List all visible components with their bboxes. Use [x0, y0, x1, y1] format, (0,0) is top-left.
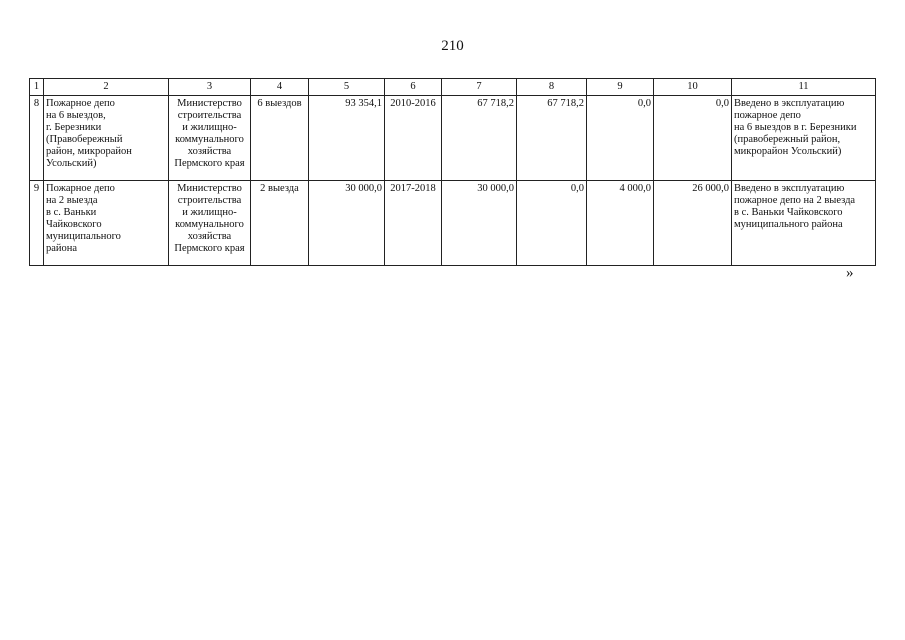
responsible-ministry [169, 181, 251, 266]
value-cell-10: 26 000,0 [654, 181, 732, 266]
header-cell: 2 [44, 79, 169, 96]
period-cell: 2010-2016 [385, 96, 442, 181]
header-cell: 7 [442, 79, 517, 96]
text-line: Пожарное депо [46, 183, 115, 194]
value-cell-7: 30 000,0 [442, 181, 517, 266]
object-name [44, 181, 169, 266]
text-line: на 2 выезда [46, 195, 98, 206]
text-line: район, микрорайон [46, 146, 132, 157]
text-line: коммунального [175, 134, 244, 145]
table-row [30, 181, 876, 266]
text-line: Чайковского [46, 219, 102, 230]
text-line: пожарное депо [734, 110, 801, 121]
total-cost-cell: 30 000,0 [309, 181, 385, 266]
value-cell-7: 67 718,2 [442, 96, 517, 181]
value-cell-8: 67 718,2 [517, 96, 587, 181]
text-line: Введено в эксплуатацию [734, 98, 845, 109]
text-line: Пермского края [174, 158, 245, 169]
text-line: (Правобережный [46, 134, 123, 145]
text-line: муниципального [46, 231, 121, 242]
text-line: Министерство [177, 183, 242, 194]
result-cell [732, 96, 876, 181]
row-number: 8 [30, 96, 44, 181]
text-line: и жилищно- [182, 207, 237, 218]
closing-quote: » [846, 265, 854, 281]
text-line: (правобережный район, [734, 134, 841, 145]
text-line: г. Березники [46, 122, 102, 133]
table-row [30, 96, 876, 181]
header-cell: 3 [169, 79, 251, 96]
period-cell: 2017-2018 [385, 181, 442, 266]
capacity-cell: 2 выезда [251, 181, 309, 266]
text-line: муниципального района [734, 219, 843, 230]
text-line: пожарное депо на 2 выезда [734, 195, 856, 206]
text-line: строительства [177, 195, 242, 206]
header-cell: 5 [309, 79, 385, 96]
capacity-cell: 6 выездов [251, 96, 309, 181]
text-line: коммунального [175, 219, 244, 230]
total-cost-cell: 93 354,1 [309, 96, 385, 181]
text-line: в с. Ваньки [46, 207, 97, 218]
value-cell-9: 0,0 [587, 96, 654, 181]
value-cell-10: 0,0 [654, 96, 732, 181]
text-line: на 6 выездов, [46, 110, 106, 121]
text-line: района [46, 243, 78, 254]
result-cell [732, 181, 876, 266]
header-cell: 6 [385, 79, 442, 96]
value-cell-9: 4 000,0 [587, 181, 654, 266]
row-number: 9 [30, 181, 44, 266]
header-cell: 4 [251, 79, 309, 96]
text-line: хозяйства [187, 146, 232, 157]
text-line: Пожарное депо [46, 98, 115, 109]
text-line: и жилищно- [182, 122, 237, 133]
header-cell: 8 [517, 79, 587, 96]
text-line: Пермского края [174, 243, 245, 254]
text-line: Усольский) [46, 158, 97, 169]
page-number: 210 [441, 38, 464, 54]
value-cell-8: 0,0 [517, 181, 587, 266]
header-cell: 11 [732, 79, 876, 96]
text-line: на 6 выездов в г. Березники [734, 122, 857, 133]
header-row [30, 79, 876, 96]
header-cell: 1 [30, 79, 44, 96]
text-line: строительства [177, 110, 242, 121]
text-line: Введено в эксплуатацию [734, 183, 845, 194]
text-line: в с. Ваньки Чайковского [734, 207, 843, 218]
data-table [29, 78, 876, 266]
responsible-ministry [169, 96, 251, 181]
text-line: хозяйства [187, 231, 232, 242]
header-cell: 9 [587, 79, 654, 96]
header-cell: 10 [654, 79, 732, 96]
object-name [44, 96, 169, 181]
text-line: микрорайон Усольский) [734, 146, 842, 157]
text-line: Министерство [177, 98, 242, 109]
